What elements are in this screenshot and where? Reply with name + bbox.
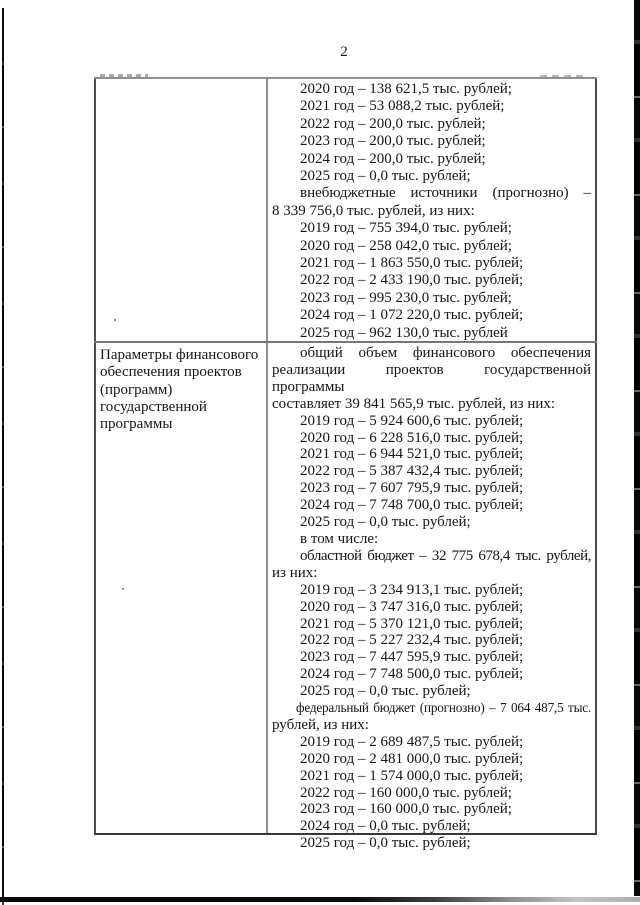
document-line: 2021 год – 5 370 121,0 тыс. рублей; <box>300 615 524 632</box>
document-line: 2020 год – 258 042,0 тыс. рублей; <box>300 237 512 254</box>
document-line: 2025 год – 0,0 тыс. рублей; <box>300 683 471 700</box>
document-line: 2023 год – 200,0 тыс. рублей; <box>300 133 486 150</box>
document-line: 2022 год – 200,0 тыс. рублей; <box>300 115 486 132</box>
document-line: 2024 год – 1 072 220,0 тыс. рублей; <box>300 307 524 324</box>
row-label: Параметры финансового обеспечения проектов (программ) государственной программы <box>100 347 259 433</box>
document-line: 2021 год – 1 863 550,0 тыс. рублей; <box>300 255 524 272</box>
content-cell <box>268 343 597 852</box>
scan-artifact-speck <box>122 588 124 590</box>
page-number: 2 <box>340 44 348 60</box>
document-line: областной бюджет – 32 775 678,4 тыс. рублей, <box>300 547 591 564</box>
document-line: 2024 год – 0,0 тыс. рублей; <box>300 818 471 835</box>
document-line: 2022 год – 5 387 432,4 тыс. рублей; <box>300 463 524 480</box>
document-table <box>94 77 597 852</box>
document-line: 2023 год – 7 447 595,9 тыс. рублей; <box>300 649 524 666</box>
document-line: 2020 год – 3 747 316,0 тыс. рублей; <box>300 598 524 615</box>
document-line: общий объем финансового обеспечения <box>300 345 591 361</box>
document-line: 2019 год – 755 394,0 тыс. рублей; <box>300 220 512 237</box>
document-line: рублей, из них: <box>272 716 369 733</box>
document-line: 2025 год – 0,0 тыс. рублей; <box>300 168 471 185</box>
document-line: из них: <box>272 564 318 581</box>
document-line: составляет 39 841 565,9 тыс. рублей, из них: <box>272 395 556 412</box>
document-line: 2023 год – 160 000,0 тыс. рублей; <box>300 801 512 818</box>
document-line: 2022 год – 160 000,0 тыс. рублей; <box>300 784 512 801</box>
document-line: 2020 год – 6 228 516,0 тыс. рублей; <box>300 429 524 446</box>
document-line: 2025 год – 962 130,0 тыс. рублей <box>300 324 508 341</box>
scan-artifact-left-edge <box>2 8 4 905</box>
label-cell <box>94 343 268 833</box>
document-line: 2021 год – 6 944 521,0 тыс. рублей; <box>300 446 524 463</box>
document-line: 2019 год – 2 689 487,5 тыс. рублей; <box>300 733 524 750</box>
document-line: 2023 год – 995 230,0 тыс. рублей; <box>300 289 512 306</box>
document-line: 2024 год – 7 748 500,0 тыс. рублей; <box>300 666 524 683</box>
document-line: 2023 год – 7 607 795,9 тыс. рублей; <box>300 480 524 497</box>
content-cell <box>268 79 597 341</box>
document-line: в том числе: <box>300 530 379 547</box>
label-cell-empty <box>94 79 268 341</box>
document-line: реализации проектов государственной программы <box>272 361 591 395</box>
document-line: 2025 год – 0,0 тыс. рублей; <box>300 835 471 852</box>
document-line: 2024 год – 200,0 тыс. рублей; <box>300 150 486 167</box>
document-line: 2021 год – 53 088,2 тыс. рублей; <box>300 98 505 115</box>
scan-artifact-speck <box>114 319 116 321</box>
document-line: 2019 год – 3 234 913,1 тыс. рублей; <box>300 581 524 598</box>
document-line: 2020 год – 2 481 000,0 тыс. рублей; <box>300 750 524 767</box>
document-line: 2020 год – 138 621,5 тыс. рублей; <box>300 81 512 97</box>
document-line: 2022 год – 5 227 232,4 тыс. рублей; <box>300 632 524 649</box>
scan-artifact-right-edge <box>634 0 640 896</box>
document-line: внебюджетные источники (прогнозно) – <box>300 185 591 202</box>
scan-artifact-smudge <box>540 75 584 77</box>
table-row <box>94 341 597 852</box>
scan-artifact-bottom-bar <box>0 897 640 902</box>
document-line: 8 339 756,0 тыс. рублей, из них: <box>272 202 475 219</box>
document-line: федеральный бюджет (прогнозно) – 7 064 487,5 тыс. <box>296 700 591 716</box>
table-row <box>94 79 597 341</box>
document-line: 2024 год – 7 748 700,0 тыс. рублей; <box>300 497 524 514</box>
document-line: 2021 год – 1 574 000,0 тыс. рублей; <box>300 767 524 784</box>
document-line: 2019 год – 5 924 600,6 тыс. рублей; <box>300 412 524 429</box>
scan-artifact-smudge <box>100 74 148 77</box>
document-line: 2025 год – 0,0 тыс. рублей; <box>300 514 471 531</box>
document-line: 2022 год – 2 433 190,0 тыс. рублей; <box>300 272 524 289</box>
